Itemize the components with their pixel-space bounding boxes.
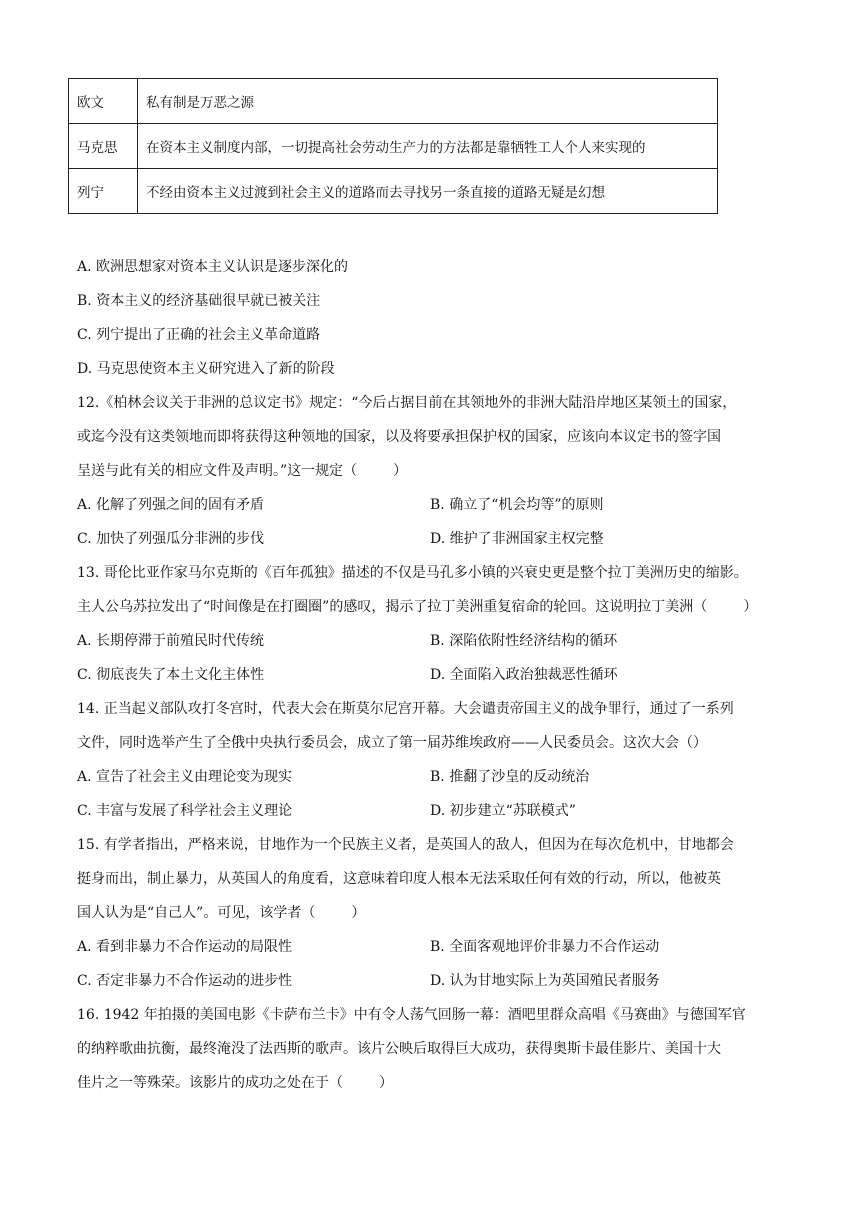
table-cell-quote: 在资本主义制度内部，一切提高社会劳动生产力的方法都是靠牺牲工人个人来实现的: [138, 124, 718, 169]
q12-stem-line-2: 或迄今没有这类领地而即将获得这种领地的国家，以及将要承担保护权的国家，应该向本议定书的签字国: [77, 429, 721, 445]
q15-stem-line-3: 国人认为是“自己人”。可见，该学者（ ）: [77, 905, 366, 921]
q13-option-c: C. 彻底丧失了本土文化主体性: [77, 667, 265, 683]
q12-stem-line-1: 12.《柏林会议关于非洲的总议定书》规定：“今后占据目前在其领地外的非洲大陆沿岸地区某领土的国家，: [77, 395, 737, 411]
q14-option-a: A. 宣告了社会主义由理论变为现实: [77, 769, 293, 785]
table-cell-name: 马克思: [69, 124, 138, 169]
q14-option-d: D. 初步建立“苏联模式”: [430, 803, 576, 819]
q14-stem-line-1: 14. 正当起义部队攻打冬宫时，代表大会在斯莫尔尼宫开幕。大会谴责帝国主义的战争罪行，通过了一系列: [77, 701, 734, 717]
table-cell-name: 欧文: [69, 79, 138, 124]
q15-option-d: D. 认为甘地实际上为英国殖民者服务: [430, 973, 660, 989]
q14-stem-line-2: 文件，同时选举产生了全俄中央执行委员会，成立了第一届苏维埃政府——人民委员会。这次大会（）: [77, 735, 707, 751]
q15-option-c: C. 否定非暴力不合作运动的进步性: [77, 973, 293, 989]
q13-stem-line-2: 主人公乌苏拉发出了“时间像是在打圈圈”的感叹，揭示了拉丁美洲重复宿命的轮回。这说明拉丁美洲（ ）: [77, 599, 758, 615]
q13-option-d: D. 全面陷入政治独裁恶性循环: [430, 667, 618, 683]
q15-option-a: A. 看到非暴力不合作运动的局限性: [77, 939, 293, 955]
table-row: [69, 169, 718, 214]
table-cell-quote: 私有制是万恶之源: [138, 79, 718, 124]
table-row: [69, 124, 718, 169]
q16-stem-line-2: 的纳粹歌曲抗衡，最终淹没了法西斯的歌声。该片公映后取得巨大成功，获得奥斯卡最佳影片、美国十大: [77, 1041, 721, 1057]
q12-option-c: C. 加快了列强瓜分非洲的步伐: [77, 531, 265, 547]
q14-option-b: B. 推翻了沙皇的反动统治: [430, 769, 590, 785]
q13-option-a: A. 长期停滞于前殖民时代传统: [77, 633, 265, 649]
table-cell-name: 列宁: [69, 169, 138, 214]
q15-stem-line-1: 15. 有学者指出，严格来说，甘地作为一个民族主义者，是英国人的敌人，但因为在每次危机中，甘地都会: [77, 837, 734, 853]
quote-table: [68, 78, 718, 214]
q13-stem-line-1: 13. 哥伦比亚作家马尔克斯的《百年孤独》描述的不仅是马孔多小镇的兴衰史更是整个拉丁美洲历史的缩影。: [77, 565, 748, 581]
q11-option-a: A. 欧洲思想家对资本主义认识是逐步深化的: [77, 259, 349, 275]
q12-option-d: D. 维护了非洲国家主权完整: [430, 531, 604, 547]
q16-stem-line-3: 佳片之一等殊荣。该影片的成功之处在于（ ）: [77, 1075, 393, 1091]
q15-option-b: B. 全面客观地评价非暴力不合作运动: [430, 939, 660, 955]
q11-option-c: C. 列宁提出了正确的社会主义革命道路: [77, 327, 321, 343]
q16-stem-line-1: 16. 1942 年拍摄的美国电影《卡萨布兰卡》中有令人荡气回肠一幕：酒吧里群众高唱《马赛曲》与德国军官: [77, 1007, 746, 1023]
q15-stem-line-2: 挺身而出，制止暴力，从英国人的角度看，这意味着印度人根本无法采取任何有效的行动，所以，他被英: [77, 871, 721, 887]
q11-option-b: B. 资本主义的经济基础很早就已被关注: [77, 293, 321, 309]
q12-option-a: A. 化解了列强之间的固有矛盾: [77, 497, 265, 513]
table-cell-quote: 不经由资本主义过渡到社会主义的道路而去寻找另一条直接的道路无疑是幻想: [138, 169, 718, 214]
table-row: [69, 79, 718, 124]
q14-option-c: C. 丰富与发展了科学社会主义理论: [77, 803, 293, 819]
q12-option-b: B. 确立了“机会均等”的原则: [430, 497, 604, 513]
q13-option-b: B. 深陷依附性经济结构的循环: [430, 633, 618, 649]
q12-stem-line-3: 呈送与此有关的相应文件及声明。”这一规定（ ）: [77, 463, 408, 479]
q11-option-d: D. 马克思使资本主义研究进入了新的阶段: [77, 361, 335, 377]
